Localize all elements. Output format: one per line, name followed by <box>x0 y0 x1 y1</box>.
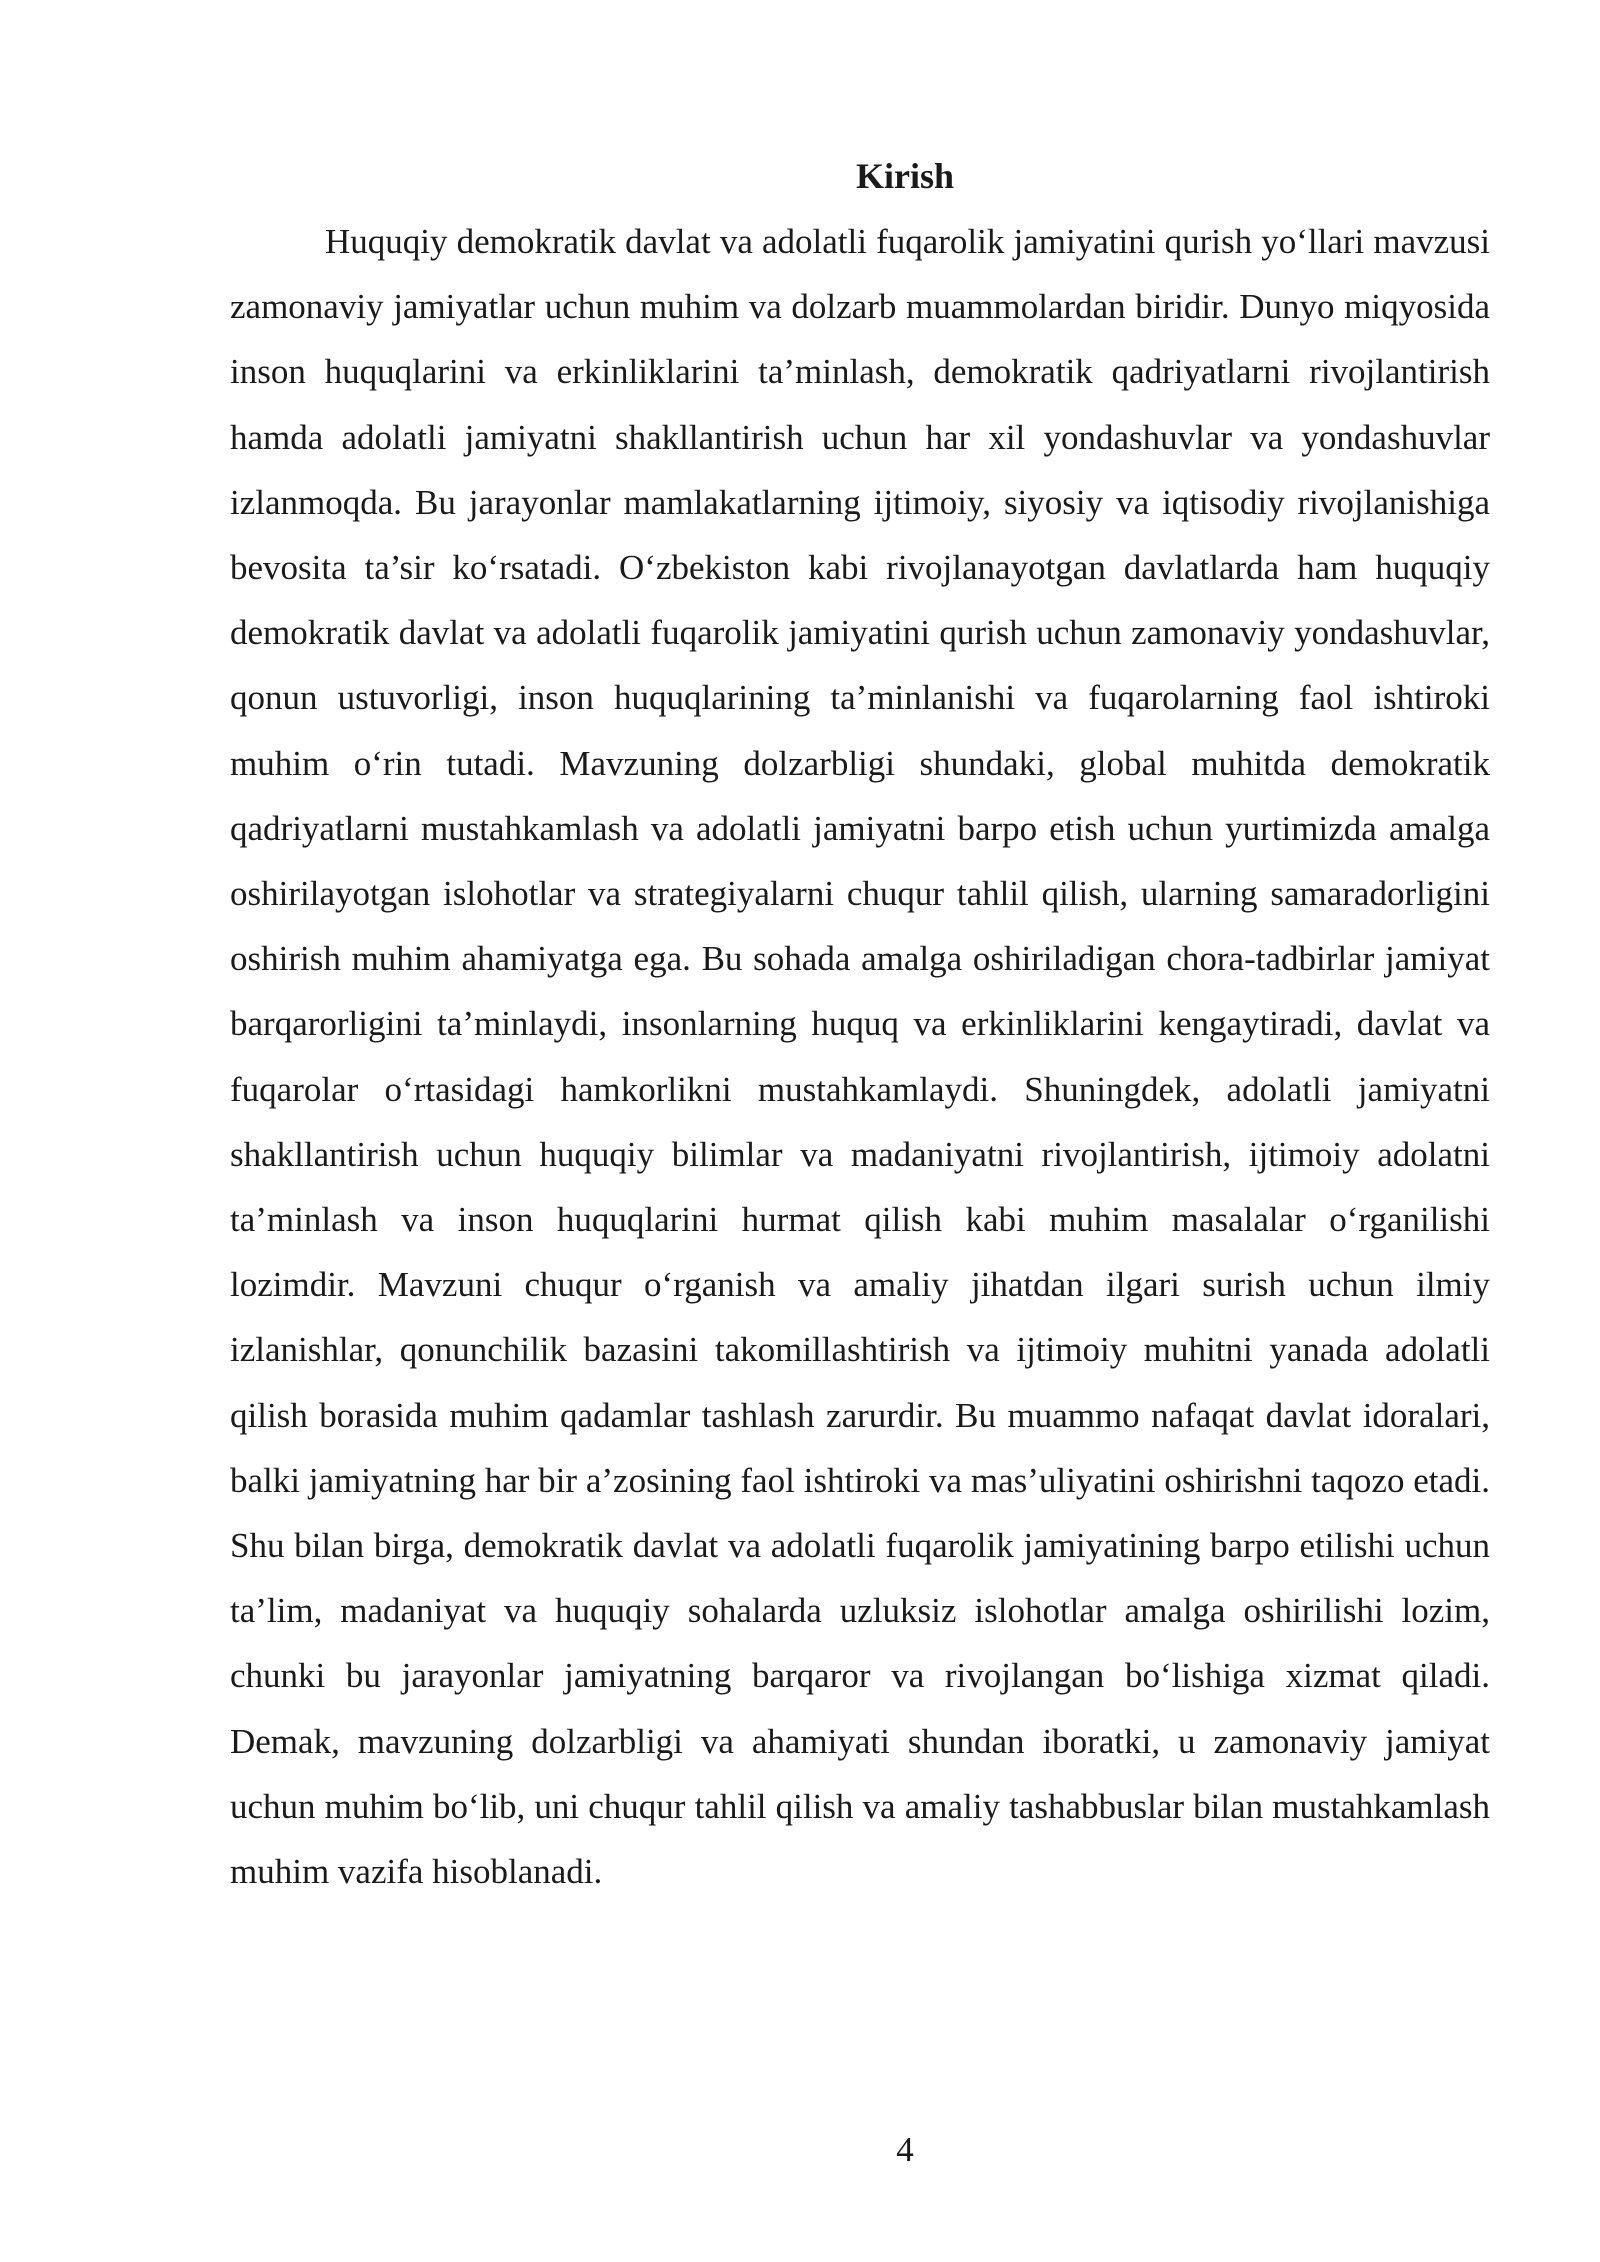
body-paragraph: Huquqiy demokratik davlat va adolatli fuqarolik jamiyatini qurish yo‘llari mavzusi zamonaviy jamiyatlar uchun muhim va dolzarb muammolardan biridir. Dunyo miqyosida inson huquqlarini va erkinliklarini ta’minlash, demokratik qadriyatlarni rivojlantirish hamda adolatli jamiyatni shakllantirish uchun har xil yondashuvlar va yondashuvlar izlanmoqda. Bu jarayonlar mamlakatlarning ijtimoiy, siyosiy va iqtisodiy rivojlanishiga bevosita ta’sir ko‘rsatadi. O‘zbekiston kabi rivojlanayotgan davlatlarda ham huquqiy demokratik davlat va adolatli fuqarolik jamiyatini qurish uchun zamonaviy yondashuvlar, qonun ustuvorligi, inson huquqlarining ta’minlanishi va fuqarolarning faol ishtiroki muhim o‘rin tutadi. Mavzuning dolzarbligi shundaki, global muhitda demokratik qadriyatlarni mustahkamlash va adolatli jamiyatni barpo etish uchun yurtimizda amalga oshirilayotgan islohotlar va strategiyalarni chuqur tahlil qilish, ularning samaradorligini oshirish muhim ahamiyatga ega. Bu sohada amalga oshiriladigan chora-tadbirlar jamiyat barqarorligini ta’minlaydi, insonlarning huquq va erkinliklarini kengaytiradi, davlat va fuqarolar o‘rtasidagi hamkorlikni mustahkamlaydi. Shuningdek, adolatli jamiyatni shakllantirish uchun huquqiy bilimlar va madaniyatni rivojlantirish, ijtimoiy adolatni ta’minlash va inson huquqlarini hurmat qilish kabi muhim masalalar o‘rganilishi lozimdir. Mavzuni chuqur o‘rganish va amaliy jihatdan ilgari surish uchun ilmiy izlanishlar, qonunchilik bazasini takomillashtirish va ijtimoiy muhitni yanada adolatli qilish borasida muhim qadamlar tashlash zarurdir. Bu muammo nafaqat davlat idoralari, balki jamiyatning har bir a’zosining faol ishtiroki va mas’uliyatini oshirishni taqozo etadi. Shu bilan birga, demokratik davlat va adolatli fuqarolik jamiyatining barpo etilishi uchun ta’lim, madaniyat va huquqiy sohalarda uzluksiz islohotlar amalga oshirilishi lozim, chunki bu jarayonlar jamiyatning barqaror va rivojlangan bo‘lishiga xizmat qiladi. Demak, mavzuning dolzarbligi va ahamiyati shundan iboratki, u zamonaviy jamiyat uchun muhim bo‘lib, uni chuqur tahlil qilish va amaliy tashabbuslar bilan mustahkamlash muhim vazifa hisoblanadi. <box>230 222 1490 1892</box>
page-number: 4 <box>896 2130 914 2169</box>
section-heading: Kirish <box>855 156 954 196</box>
